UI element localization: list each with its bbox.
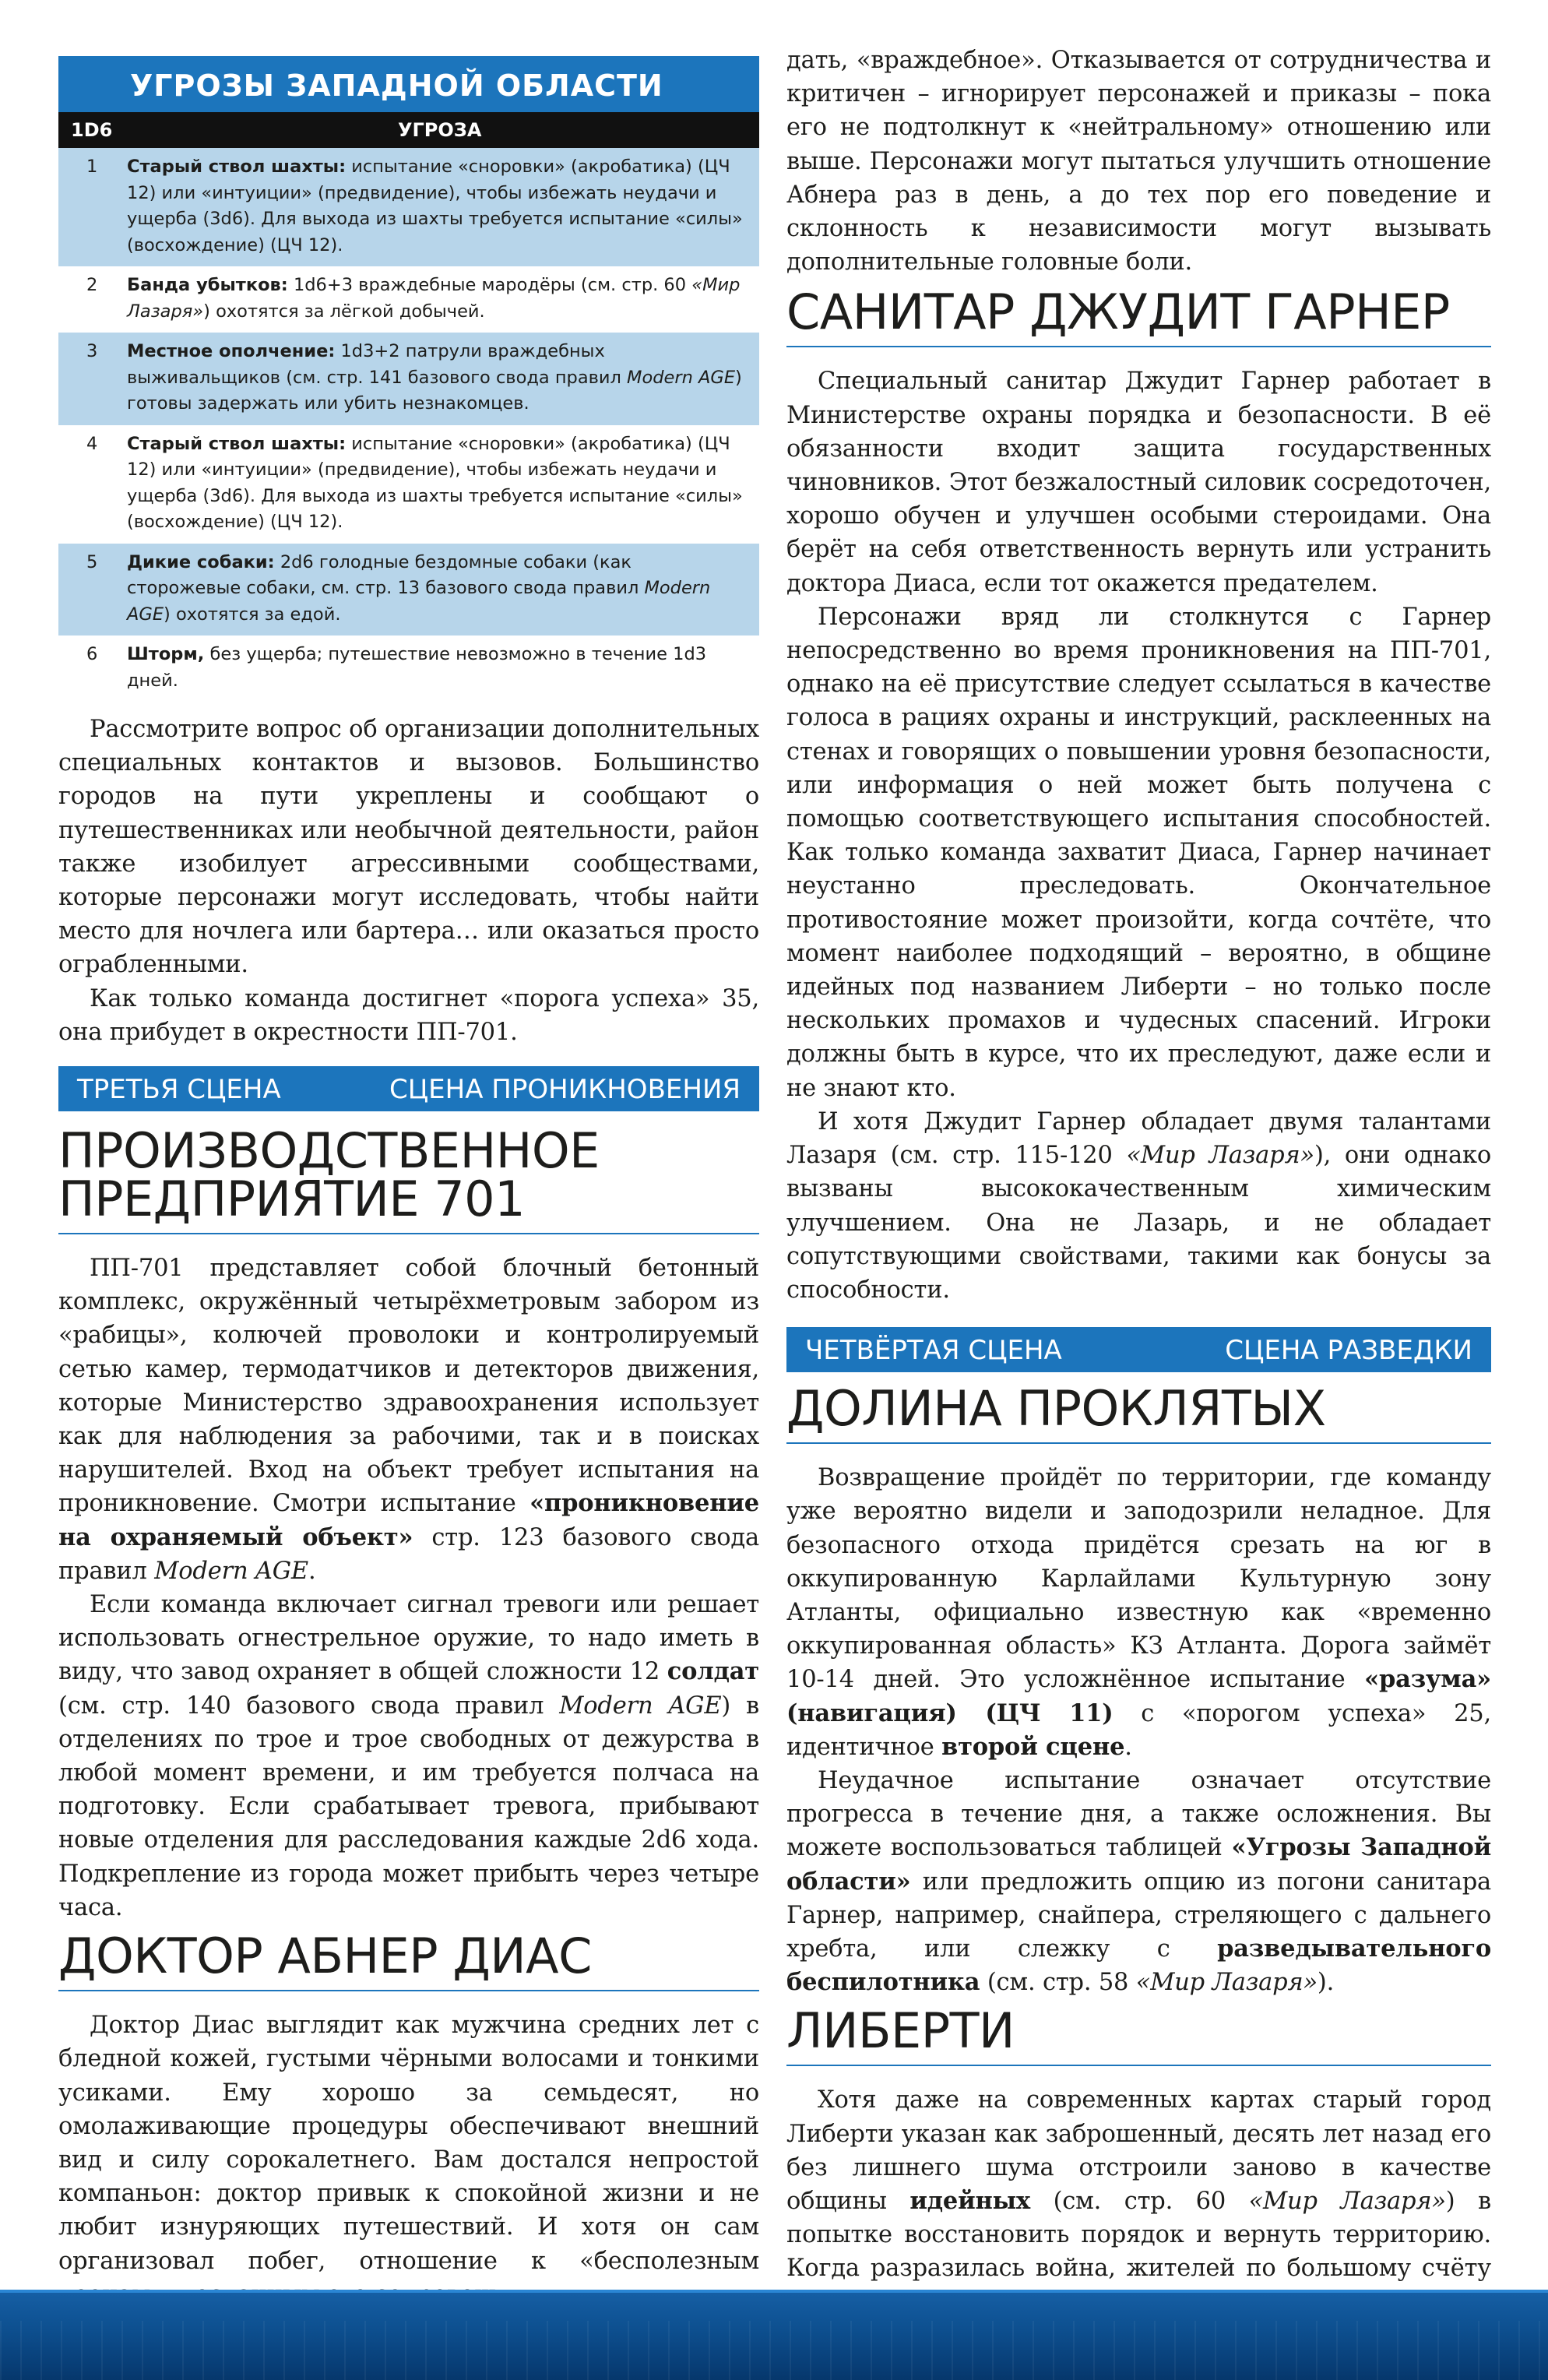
table-row <box>58 635 759 702</box>
paragraph: Хотя даже на современных картах старый город Либерти указан как заброшенный, десять лет назад его без лишнего шума отстроили заново в качестве общины идейных (см. стр. 60 «Мир Лазаря») в попытке восстановить порядок и вернуть территорию. Когда разразилась война, жителей по большому счёту <box>786 2086 1492 2283</box>
row-number: 1 <box>86 157 98 177</box>
table-row <box>58 148 759 266</box>
row-text: Старый ствол шахты: испытание «сноровки» (акробатика) (ЦЧ 12) или «интуиции» (предвидение), чтобы избежать неудачи и ущерба (3d6). Для выхода из шахты требуется испытание «силы» (восхождение) (ЦЧ 12). <box>127 157 743 255</box>
table-header-die: 1D6 <box>71 119 113 141</box>
table-header-threat: УГРОЗА <box>398 119 482 141</box>
row-name: Старый ствол шахты: <box>127 157 347 177</box>
row-text: Старый ствол шахты: испытание «сноровки» (акробатика) (ЦЧ 12) или «интуиции» (предвидение), чтобы избежать неудачи и ущерба (3d6). Для выхода из шахты требуется испытание «силы» (восхождение) (ЦЧ 12). <box>127 433 743 532</box>
table-row <box>58 544 759 636</box>
row-number: 5 <box>86 551 98 572</box>
table-row <box>58 266 759 333</box>
paragraph: Неудачное испытание означает отсутствие прогресса в течение дня, а также осложнения. Вы можете воспользоваться таблицей «Угрозы Западной области» или предложить опцию из погони санитара Гарнер, например, снайпера, стреляющего с дальнего хребта, или слежку с разведывательного беспилотника (см. стр. 58 «Мир Лазаря»). <box>786 1766 1492 1997</box>
heading-rule <box>58 1233 759 1234</box>
table-title: УГРОЗЫ ЗАПАДНОЙ ОБЛАСТИ <box>58 56 759 112</box>
row-number: 4 <box>86 433 98 454</box>
heading-rule <box>58 1990 759 1991</box>
heading-valley: ДОЛИНА ПРОКЛЯТЫХ <box>786 1380 1326 1438</box>
heading-rule <box>786 2065 1491 2066</box>
scene-type: СЦЕНА ПРОНИКНОВЕНИЯ <box>389 1074 741 1106</box>
paragraph: Возвращение пройдёт по территории, где команду уже вероятно видели и заподозрили неладное. Для безопасного отхода придётся срезать на юг в оккупированную Карлайлами Культурную зону Атланты, официально известную как «временно оккупированная область» КЗ Атланта. Дорога займёт 10-14 дней. Это усложнённое испытание «разума» (навигация) (ЦЧ 11) с «порогом успеха» 25, идентичное второй сцене. <box>786 1464 1491 1761</box>
heading-rule <box>786 346 1491 347</box>
scene-number: ТРЕТЬЯ СЦЕНА <box>77 1074 281 1106</box>
scene-bar-4 <box>786 1327 1491 1372</box>
heading-factory: ПРОИЗВОДСТВЕННОЕ ПРЕДПРИЯТИЕ 701 <box>58 1122 600 1228</box>
row-name: Дикие собаки: <box>127 551 275 572</box>
paragraph: ПП-701 представляет собой блочный бетонный комплекс, окружённый четырёхметровым забором из «рабицы», колючей проволоки и контролируемый сетью камер, термодатчиков и детекторов движения, которые Министерство здравоохранения использует как для наблюдения за рабочими, так и в поисках нарушителей. Вход на объект требует испытания на проникновение. Смотри испытание «проникновение на охраняемый объект» стр. 123 базового свода правил Modern AGE. <box>58 1255 759 1585</box>
row-number: 6 <box>86 644 98 664</box>
row-number: 3 <box>86 341 98 361</box>
row-number: 2 <box>86 275 98 295</box>
scene-type: СЦЕНА РАЗВЕДКИ <box>1225 1335 1472 1367</box>
row-name: Банда убытков: <box>127 275 288 295</box>
paragraph: Доктор Диас выглядит как мужчина средних лет с бледной кожей, густыми чёрными волосами и тонкими усиками. Ему хорошо за семьдесят, но омолаживающие процедуры обеспечивают внешний вид и силу сорокалетнего. Вам достался непростой компаньон: доктор привык к спокойной жизни и не любит изнуряющих путешествий. И хотя он сам организовал побег, отношение к «бесполезным <box>58 2012 759 2275</box>
table-header <box>58 112 759 148</box>
heading-dias: ДОКТОР АБНЕР ДИАС <box>58 1928 592 1985</box>
right-column <box>786 0 1491 2319</box>
paragraph: дать, «враждебное». Отказывается от сотрудничества и критичен – игнорирует персонажей и приказы – пока его не подтолкнут к «нейтральному» отношению или выше. Персонажи могут пытаться улучшить отношение Абнера раз в день, а до тех пор его поведение и склонность к независимости могут вызывать дополнительные головные боли. <box>786 47 1491 276</box>
paragraph: Рассмотрите вопрос об организации дополнительных специальных контактов и вызовов. Большинство городов на пути укреплены и сообщают о путешественниках или необычной деятельности, район также изобилует агрессивными сообществами, которые персонажи могут исследовать, чтобы найти место для ночлега или бартера… или оказаться просто ограбленными. <box>58 716 759 979</box>
footer-band <box>0 2290 1548 2380</box>
row-name: Местное ополчение: <box>127 341 336 361</box>
row-text: Местное ополчение: 1d3+2 патрули враждебных выживальщиков (см. стр. 141 базового свода правил Modern AGE) готовы задержать или убить незнакомцев. <box>127 341 742 414</box>
scene-number: ЧЕТВЁРТАЯ СЦЕНА <box>805 1335 1062 1367</box>
row-text: Банда убытков: 1d6+3 враждебные мародёры (см. стр. 60 «Мир Лазаря») охотятся за лёгкой добычей. <box>127 275 741 322</box>
heading-garner: САНИТАР ДЖУДИТ ГАРНЕР <box>786 283 1450 341</box>
table-row <box>58 425 759 544</box>
row-text: Шторм, без ущерба; путешествие невозможно в течение 1d3 дней. <box>127 644 707 691</box>
heading-liberty: ЛИБЕРТИ <box>786 2002 1015 2060</box>
row-text: Дикие собаки: 2d6 голодные бездомные собаки (как сторожевые собаки, см. стр. 13 базового свода правил Modern AGE) охотятся за едой. <box>127 551 711 625</box>
paragraph: И хотя Джудит Гарнер обладает двумя талантами Лазаря (см. стр. 115-120 «Мир Лазаря»), они однако вызваны высококачественным химическим улучшением. Она не Лазарь, и не обладает сопутствующими свойствами, такими как бонусы за способности. <box>786 1107 1492 1304</box>
paragraph: Если команда включает сигнал тревоги или решает использовать огнестрельное оружие, то надо иметь в виду, что завод охраняет в общей сложности 12 солдат (см. стр. 140 базового свода правил Modern AGE) в отделениях по трое и трое свободных от дежурства в любой момент времени, и им требуется полчаса на подготовку. Если срабатывает тревога, прибывают новые отделения для расследования каждые 2d6 хода. Подкрепление из города может прибыть через четыре часа. <box>58 1591 759 1921</box>
row-name: Старый ствол шахты: <box>127 433 347 454</box>
paragraph: Персонажи вряд ли столкнутся с Гарнер непосредственно во время проникновения на ПП-701, однако на её присутствие следует ссылаться в качестве голоса в рациях охраны и инструкций, расклеенных на стенах и говорящих о повышении уровня безопасности, или информация о ней может быть получена с помощью соответствующего испытания способностей. Как только команда захватит Диаса, Гарнер начинает неустанно преследовать. Окончательное противостояние может произойти, когда сочтёте, что момент наиболее подходящий – вероятно, в общине идейных под названием Либерти – но только после нескольких промахов и чудесных спасений. Игроки должны быть в курсе, что их преследуют, даже если и не знают кто. <box>786 603 1491 1102</box>
paragraph: Специальный санитар Джудит Гарнер работает в Министерстве охраны порядка и безопасности. В её обязанности входит защита государственных чиновников. Этот безжалостный силовик сосредоточен, хорошо обучен и улучшен особыми стероидами. Она берёт на себя ответственность вернуть или устранить доктора Диаса, если тот окажется предателем. <box>786 368 1491 597</box>
heading-rule <box>786 1442 1491 1444</box>
threats-table <box>58 56 759 702</box>
table-row <box>58 333 759 425</box>
row-name: Шторм, <box>127 644 205 664</box>
scene-bar-3 <box>58 1066 759 1111</box>
left-column <box>58 0 759 2311</box>
paragraph: Как только команда достигнет «порога успеха» 35, она прибудет в окрестности ПП-701. <box>58 984 759 1046</box>
